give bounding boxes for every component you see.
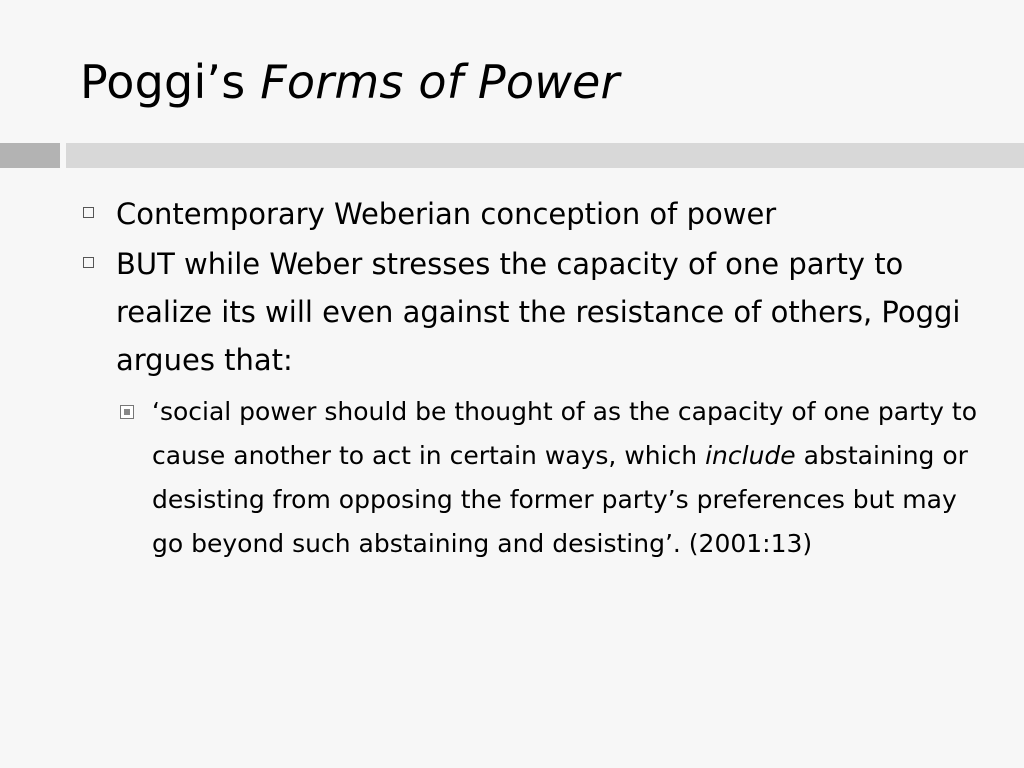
slide-title (80, 52, 620, 112)
quote-text-part2: abstaining or desisting from opposing the former party’s preferences but may go beyond such abstaining and desisting’. (2001:13) (152, 441, 968, 558)
quote-text-part1: ‘social power should be thought of as the capacity of one party to cause another to act in certain ways, which (152, 397, 978, 470)
bullet-item (80, 190, 990, 238)
bullet-item (80, 240, 990, 384)
square-bullet-icon (83, 207, 94, 218)
bullet-text: Contemporary Weberian conception of power (116, 197, 777, 231)
title-italic: Forms of Power (260, 55, 620, 109)
square-bullet-icon (83, 257, 94, 268)
accent-bar-left (0, 143, 60, 168)
filled-square-bullet-icon (120, 405, 134, 419)
bullet-text: BUT while Weber stresses the capacity of one party to realize its will even against the resistance of others, Poggi argues that: (116, 247, 961, 377)
accent-bar-right (66, 143, 1024, 168)
quote-emphasis: include (705, 441, 796, 470)
sub-bullet-item (116, 390, 990, 566)
title-plain: Poggi’s (80, 55, 261, 109)
slide-body (80, 190, 990, 566)
